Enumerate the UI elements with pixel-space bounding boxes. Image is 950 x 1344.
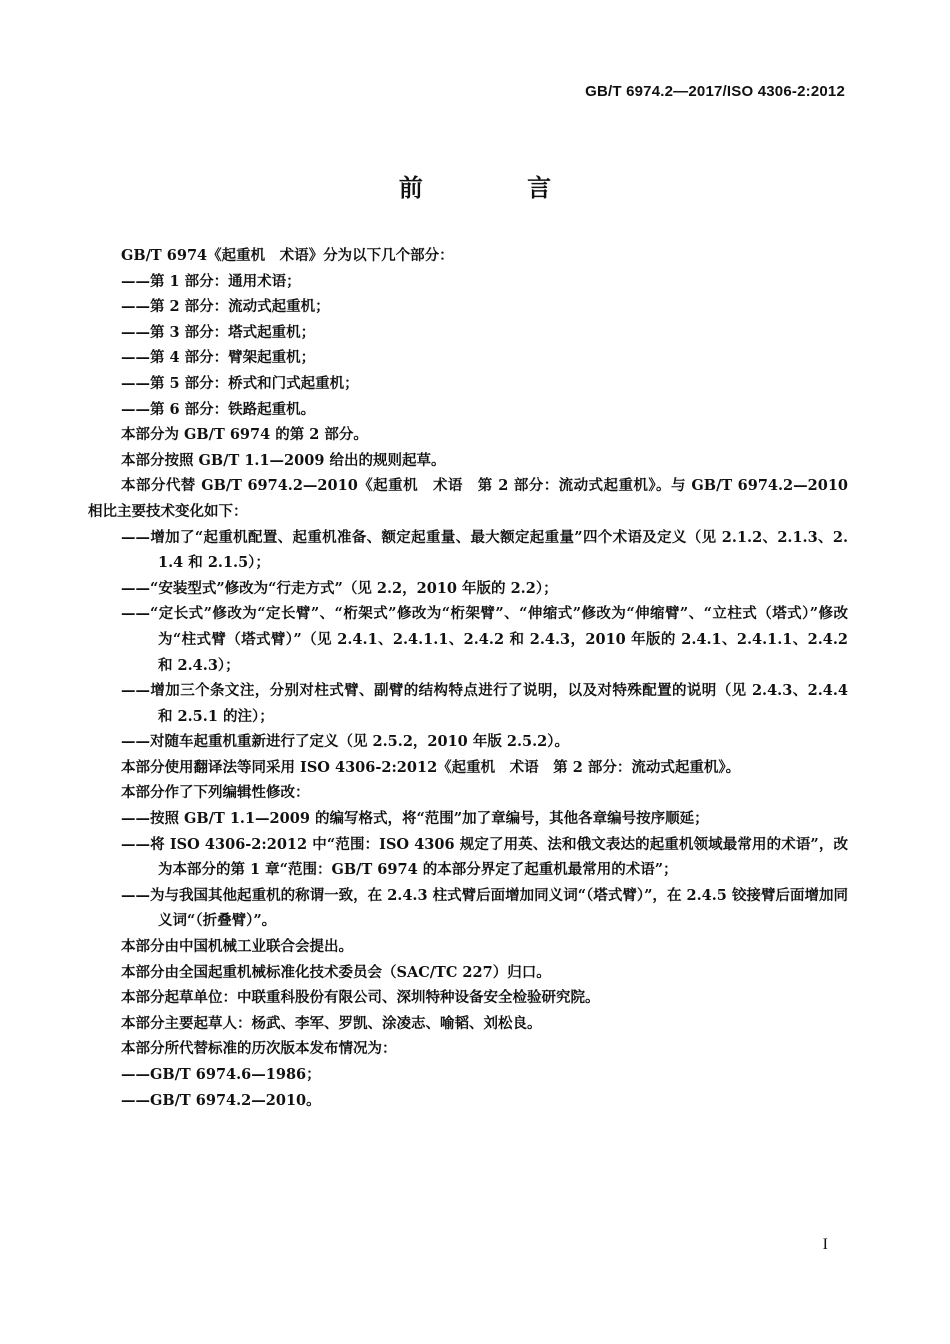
list-item: ——“安装型式”修改为“行走方式”（见 2.2，2010 年版的 2.2）； bbox=[121, 579, 558, 597]
foreword-body bbox=[88, 243, 848, 1113]
list-item: ——增加三个条文注，分别对柱式臂、副臂的结构特点进行了说明，以及对特殊配置的说明（见 2.4.3、2.4.4 和 2.5.1 的注）； bbox=[121, 682, 848, 725]
paragraph: 本部分主要起草人：杨武、李军、罗凯、涂凌志、喻韬、刘松良。 bbox=[121, 1014, 542, 1032]
list-item: ——增加了“起重机配置、起重机准备、额定起重量、最大额定起重量”四个术语及定义（见 2.1.2、2.1.3、2.1.4 和 2.1.5）； bbox=[121, 528, 848, 572]
page-number: I bbox=[822, 1236, 828, 1253]
list-item: ——第 5 部分：桥式和门式起重机； bbox=[121, 374, 359, 392]
list-item: ——第 1 部分：通用术语； bbox=[121, 272, 301, 290]
list-item: ——第 2 部分：流动式起重机； bbox=[121, 298, 330, 316]
paragraph: 本部分使用翻译法等同采用 ISO 4306-2:2012《起重机 术语 第 2 部分：流动式起重机》。 bbox=[121, 758, 741, 776]
paragraph: 本部分为 GB/T 6974 的第 2 部分。 bbox=[121, 426, 368, 444]
paragraph: 本部分起草单位：中联重科股份有限公司、深圳特种设备安全检验研究院。 bbox=[121, 989, 600, 1007]
paragraph: GB/T 6974《起重机 术语》分为以下几个部分： bbox=[121, 247, 454, 264]
paragraph: 本部分作了下列编辑性修改： bbox=[121, 784, 310, 802]
paragraph: 本部分所代替标准的历次版本发布情况为： bbox=[121, 1040, 397, 1058]
paragraph: 本部分由中国机械工业联合会提出。 bbox=[121, 938, 353, 956]
paragraph: 本部分由全国起重机械标准化技术委员会（SAC/TC 227）归口。 bbox=[121, 963, 551, 981]
list-item: ——为与我国其他起重机的称谓一致，在 2.4.3 柱式臂后面增加同义词“（塔式臂）”，在 2.4.5 铰接臂后面增加同义词“（折叠臂）”。 bbox=[121, 886, 848, 930]
list-item: ——第 3 部分：塔式起重机； bbox=[121, 323, 316, 341]
paragraph: 本部分代替 GB/T 6974.2—2010《起重机 术语 第 2 部分：流动式起重机》。与 GB/T 6974.2—2010 相比主要技术变化如下： bbox=[88, 477, 848, 520]
list-item: ——按照 GB/T 1.1—2009 的编写格式，将“范围”加了章编号，其他各章编号按序顺延； bbox=[121, 810, 709, 828]
list-item: ——GB/T 6974.6—1986； bbox=[121, 1066, 321, 1083]
list-item: ——第 4 部分：臂架起重机； bbox=[121, 349, 316, 367]
list-item: ——第 6 部分：铁路起重机。 bbox=[121, 400, 316, 418]
list-item: ——“定长式”修改为“定长臂”、“桁架式”修改为“桁架臂”、“伸缩式”修改为“伸缩臂”、“立柱式（塔式）”修改为“柱式臂（塔式臂）”（见 2.4.1、2.4.1.1、2.4.2 和 2.4.3，2010 年版的 2.4.1、2.4.1.1、2.4.2 和 2.4.3）； bbox=[121, 605, 848, 674]
list-item: ——GB/T 6974.2—2010。 bbox=[121, 1091, 321, 1109]
list-item: ——对随车起重机重新进行了定义（见 2.5.2，2010 年版 2.5.2）。 bbox=[121, 733, 569, 751]
paragraph: 本部分按照 GB/T 1.1—2009 给出的规则起草。 bbox=[121, 451, 446, 469]
standard-code: GB/T 6974.2—2017/ISO 4306-2:2012 bbox=[585, 83, 845, 100]
list-item: ——将 ISO 4306-2:2012 中“范围：ISO 4306 规定了用英、法和俄文表达的起重机领域最常用的术语”，改为本部分的第 1 章“范围：GB/T 6974 的本部分界定了起重机最常用的术语”； bbox=[121, 835, 848, 879]
page-title: 前 言 bbox=[398, 174, 600, 202]
